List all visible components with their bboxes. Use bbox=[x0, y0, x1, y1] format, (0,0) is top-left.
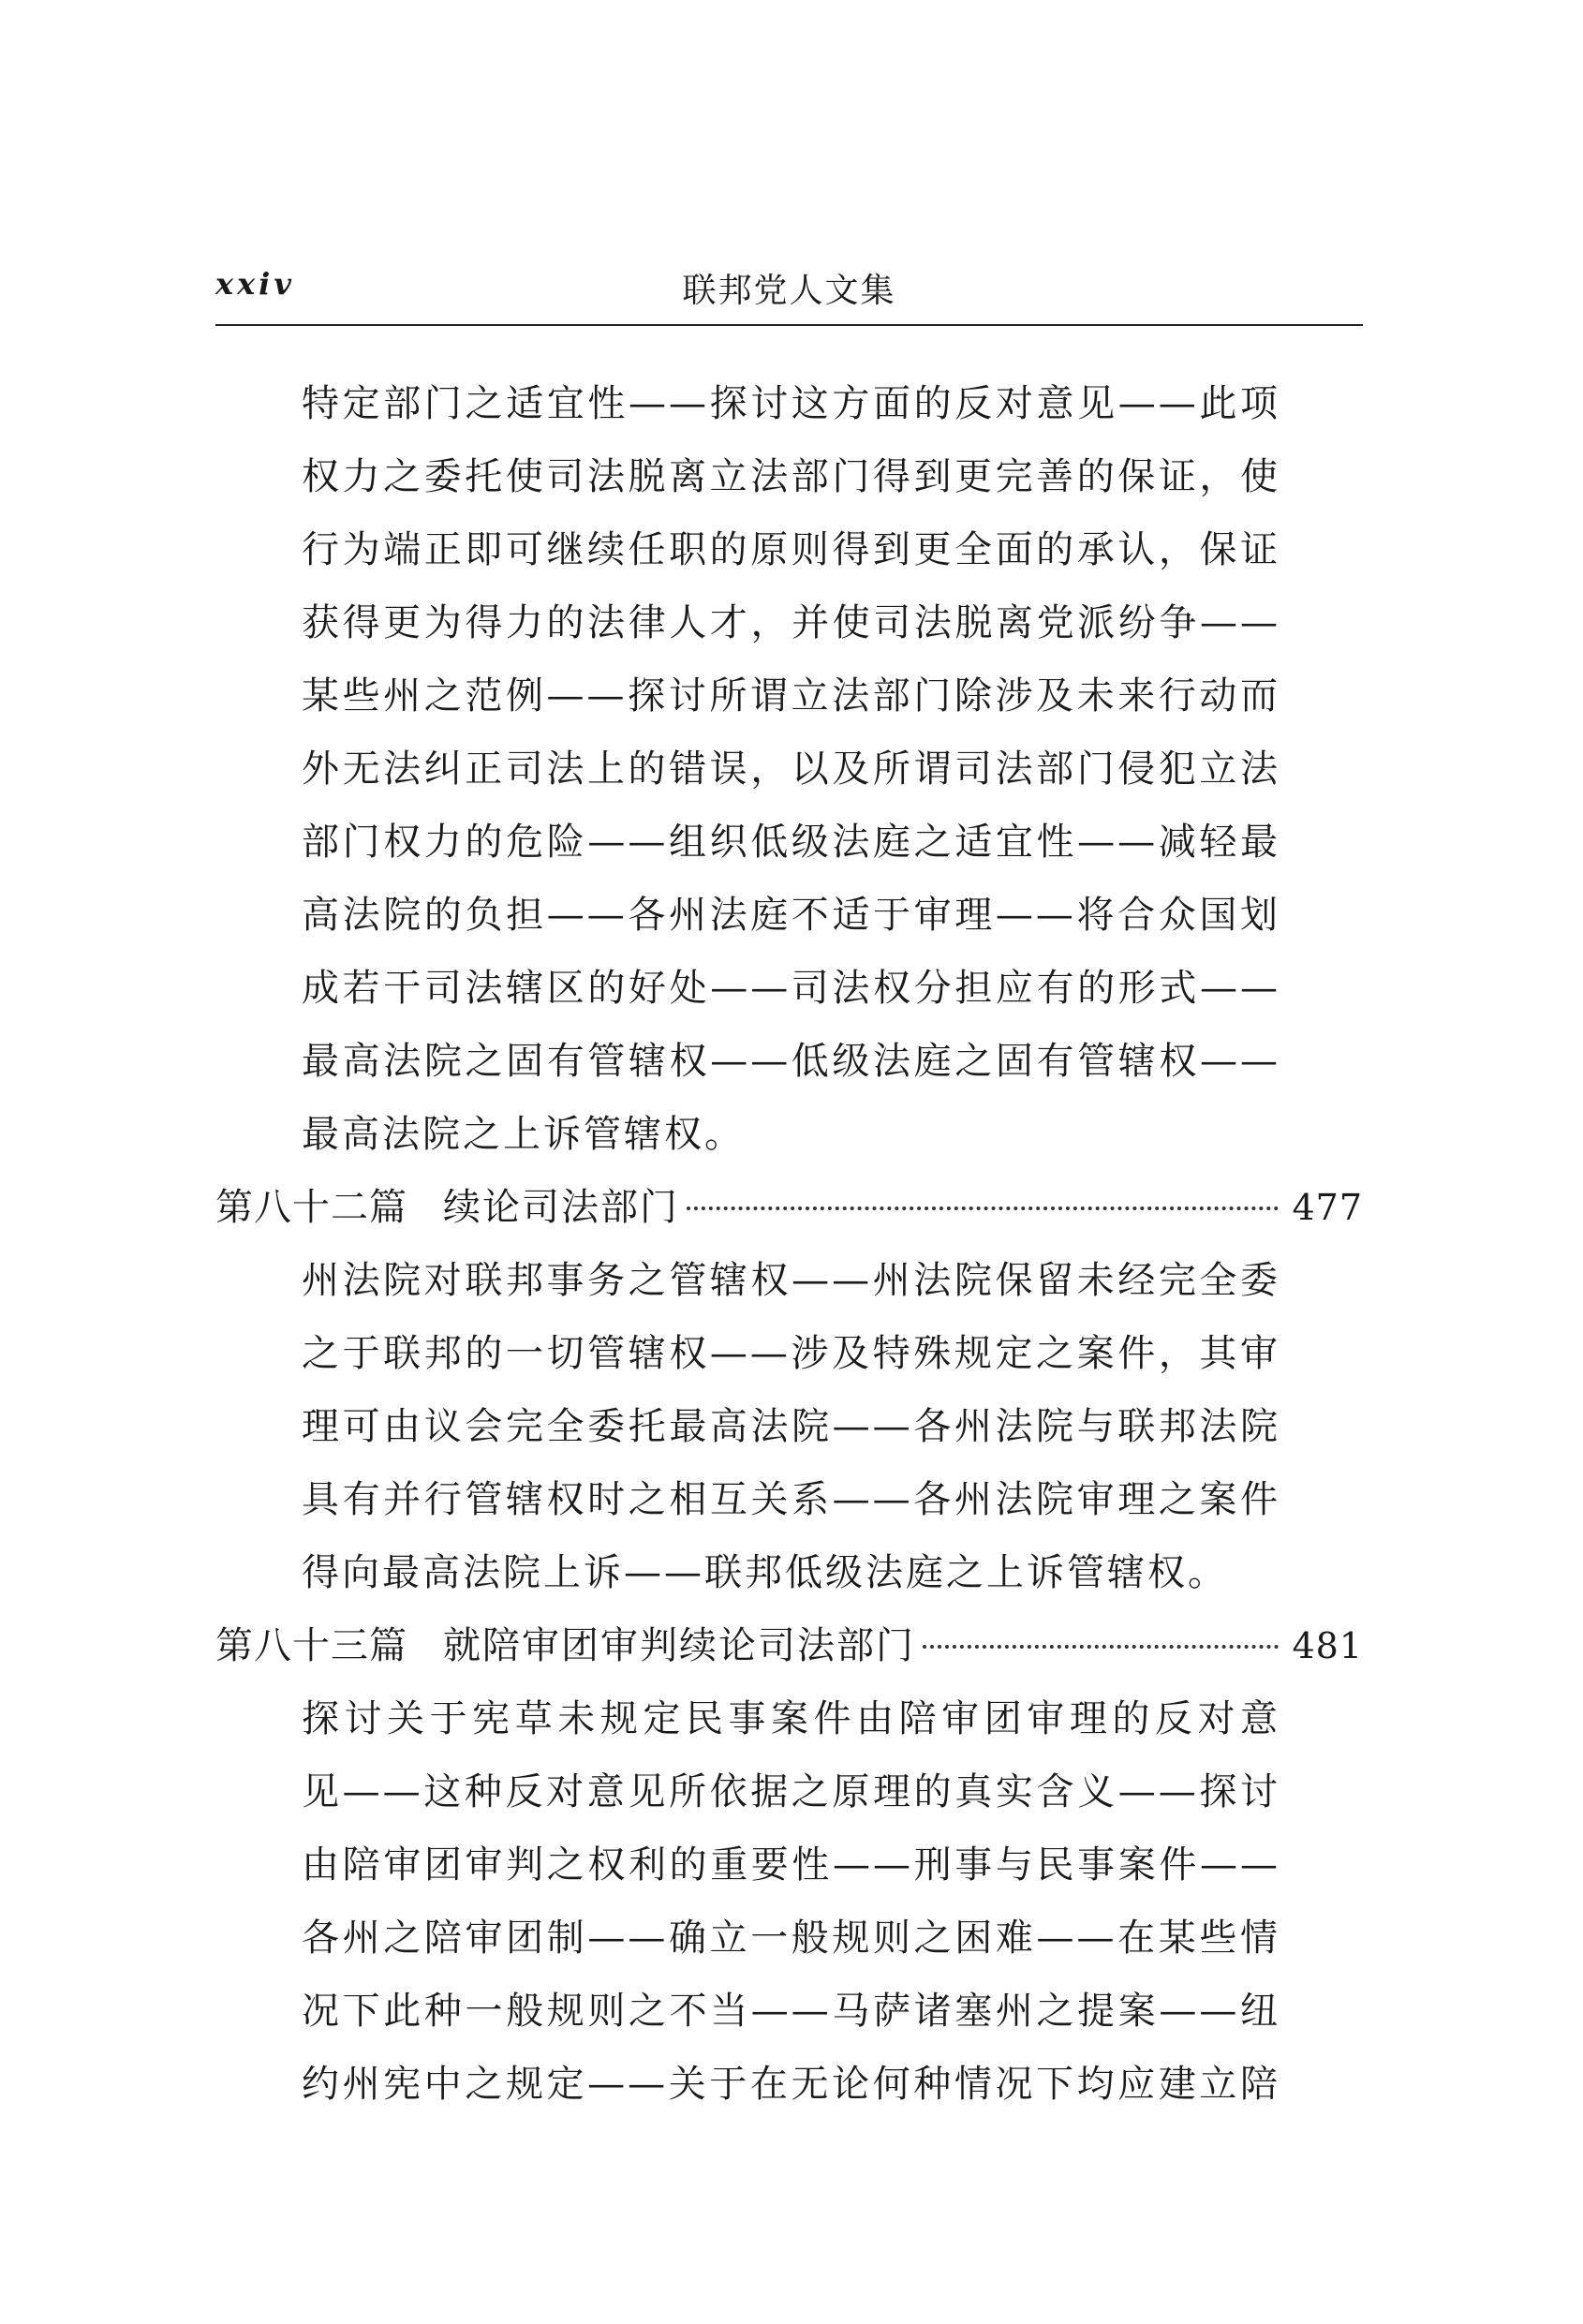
chapter-82-summary bbox=[215, 1244, 1363, 1609]
summary-line: 高法院的负担——各州法庭不适于审理——将合众国划 bbox=[302, 894, 1280, 937]
chapter-page-number: 481 bbox=[1292, 1625, 1363, 1666]
summary-line: 最高法院之上诉管辖权。 bbox=[302, 1113, 745, 1156]
summary-line: 权力之委托使司法脱离立法部门得到更完善的保证，使 bbox=[302, 455, 1280, 498]
summary-line: 特定部门之适宜性——探讨这方面的反对意见——此项 bbox=[302, 382, 1280, 425]
summary-line: 最高法院之固有管辖权——低级法庭之固有管辖权—— bbox=[302, 1040, 1280, 1083]
summary-line: 具有并行管辖权时之相互关系——各州法院审理之案件 bbox=[302, 1478, 1280, 1521]
chapter-page-number: 477 bbox=[1292, 1187, 1363, 1228]
summary-line: 探讨关于宪草未规定民事案件由陪审团审理的反对意 bbox=[302, 1697, 1280, 1740]
dot-leader bbox=[687, 1171, 1279, 1210]
chapter-title: 就陪审团审判续论司法部门 bbox=[443, 1624, 915, 1667]
header-rule bbox=[215, 324, 1363, 326]
summary-line: 部门权力的危险——组织低级法庭之适宜性——减轻最 bbox=[302, 821, 1280, 864]
toc-entry-chapter-82[interactable] bbox=[215, 1171, 1363, 1244]
summary-line: 各州之陪审团制——确立一般规则之困难——在某些情 bbox=[302, 1917, 1280, 1960]
summary-line: 某些州之范例——探讨所谓立法部门除涉及未来行动而 bbox=[302, 674, 1280, 718]
summary-line: 约州宪中之规定——关于在无论何种情况下均应建立陪 bbox=[302, 2063, 1280, 2106]
running-header bbox=[215, 264, 1363, 309]
book-title: 联邦党人文集 bbox=[682, 272, 896, 310]
summary-line: 州法院对联邦事务之管辖权——州法院保留未经完全委 bbox=[302, 1259, 1280, 1302]
chapter-number: 第八十三篇 bbox=[215, 1624, 407, 1667]
chapter-83-summary bbox=[215, 1682, 1363, 2121]
summary-line: 得向最高法院上诉——联邦低级法庭之上诉管辖权。 bbox=[302, 1551, 1228, 1594]
summary-line: 之于联邦的一切管辖权——涉及特殊规定之案件，其审 bbox=[302, 1332, 1280, 1375]
table-of-contents bbox=[215, 367, 1363, 2121]
summary-line: 成若干司法辖区的好处——司法权分担应有的形式—— bbox=[302, 967, 1280, 1010]
chapter-title: 续论司法部门 bbox=[443, 1186, 679, 1229]
summary-line: 况下此种一般规则之不当——马萨诸塞州之提案——纽 bbox=[302, 1990, 1280, 2033]
summary-line: 行为端正即可继续任职的原则得到更全面的承认，保证 bbox=[302, 528, 1280, 571]
summary-line: 获得更为得力的法律人才，并使司法脱离党派纷争—— bbox=[302, 601, 1280, 644]
page-number: xxiv bbox=[215, 266, 295, 302]
chapter-number: 第八十二篇 bbox=[215, 1186, 407, 1229]
summary-line: 理可由议会完全委托最高法院——各州法院与联邦法院 bbox=[302, 1405, 1280, 1448]
chapter-81-summary bbox=[215, 367, 1363, 1171]
toc-entry-chapter-83[interactable] bbox=[215, 1609, 1363, 1682]
dot-leader bbox=[923, 1609, 1279, 1649]
summary-line: 由陪审团审判之权利的重要性——刑事与民事案件—— bbox=[302, 1843, 1280, 1887]
summary-line: 见——这种反对意见所依据之原理的真实含义——探讨 bbox=[302, 1770, 1280, 1813]
summary-line: 外无法纠正司法上的错误，以及所谓司法部门侵犯立法 bbox=[302, 748, 1280, 791]
